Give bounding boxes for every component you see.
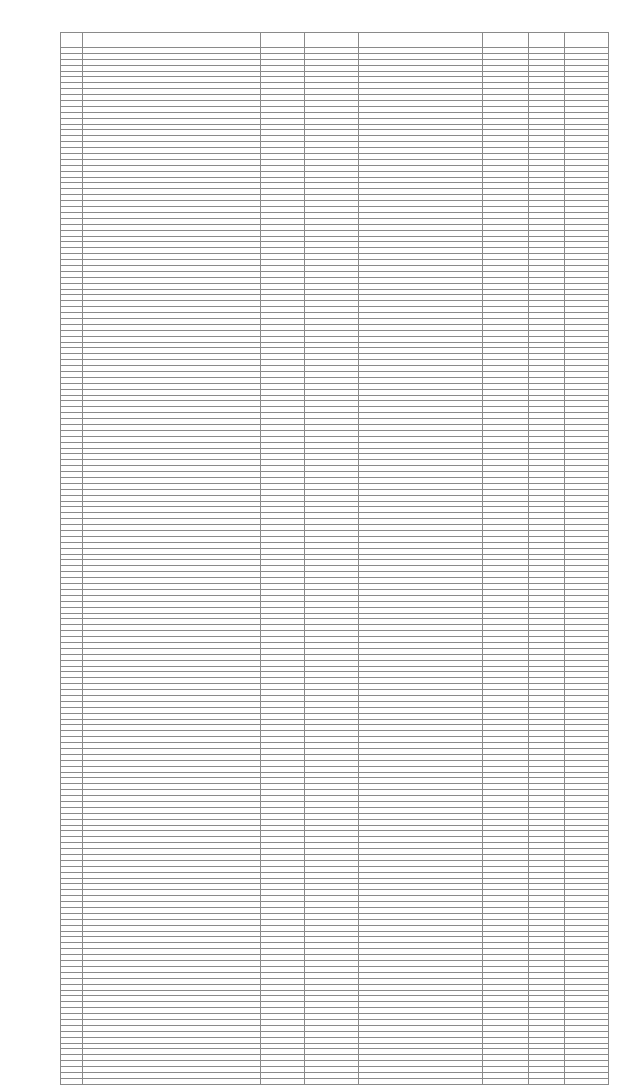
cell-work-type — [359, 33, 483, 48]
cell-id — [61, 33, 83, 48]
cell-address — [83, 1078, 261, 1084]
cell-sum — [565, 1078, 609, 1084]
cell-plan-year — [529, 33, 565, 48]
cell-id — [61, 1078, 83, 1084]
table-row — [61, 1078, 609, 1084]
repair-schedule-table — [60, 32, 609, 1085]
cell-address — [83, 33, 261, 48]
cell-sum — [565, 33, 609, 48]
cell-year-last-repair — [305, 33, 359, 48]
cell-year-built — [261, 1078, 305, 1084]
table-header-row — [61, 33, 609, 48]
cell-year-last-repair — [305, 1078, 359, 1084]
cell-code — [483, 33, 529, 48]
cell-work-type — [359, 1078, 483, 1084]
cell-year-built — [261, 33, 305, 48]
cell-code — [483, 1078, 529, 1084]
cell-plan-year — [529, 1078, 565, 1084]
